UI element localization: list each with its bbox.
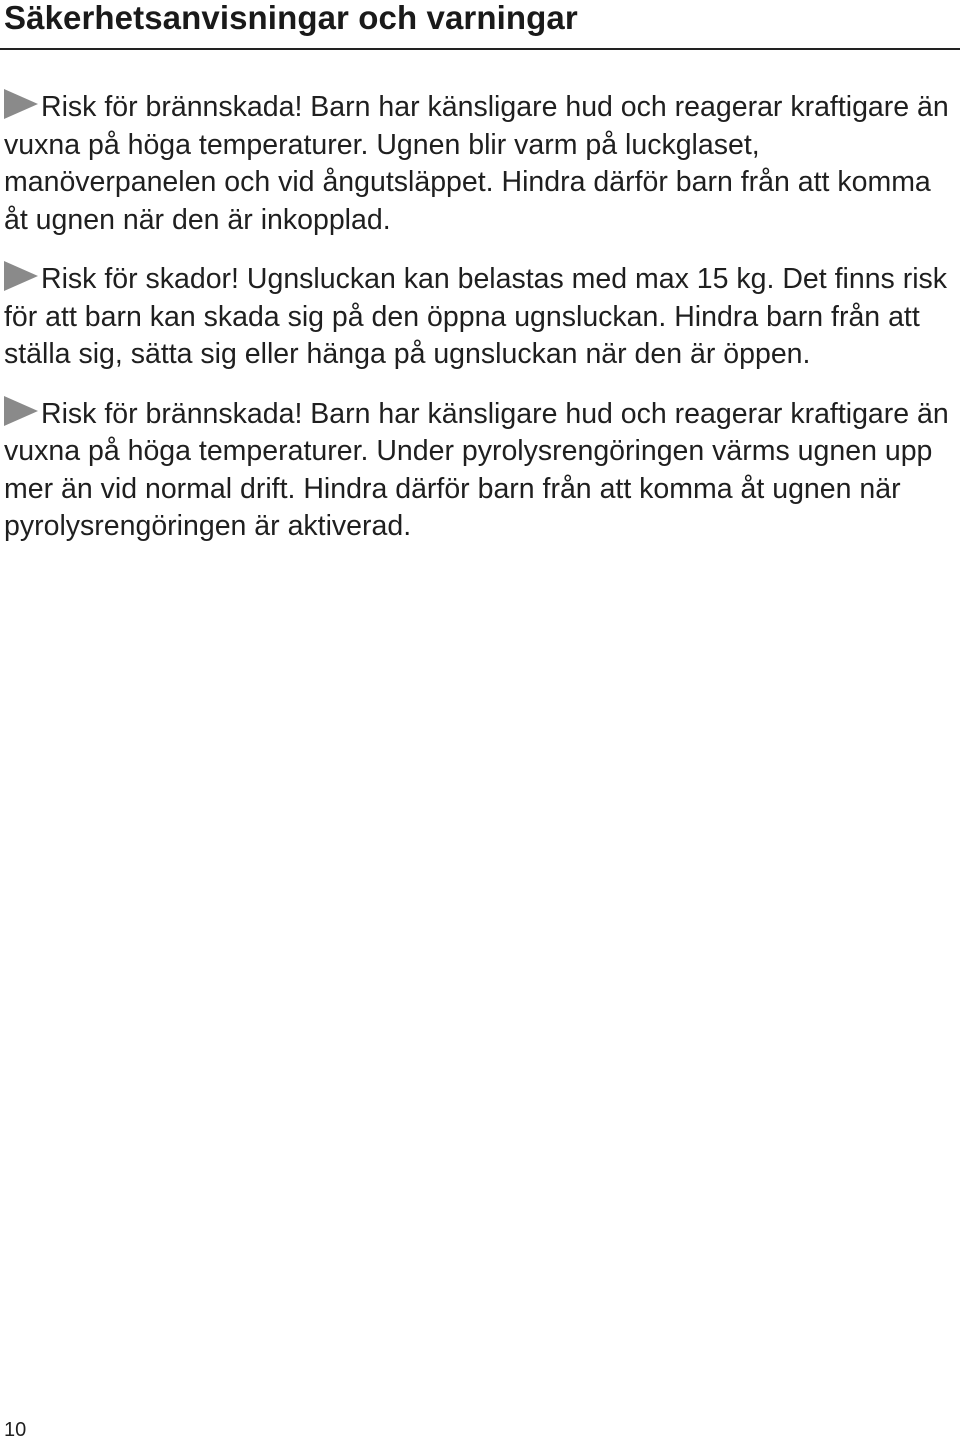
warnings-list	[4, 89, 952, 568]
warning-arrow-icon	[4, 89, 38, 119]
warning-text: Risk för brännskada! Barn har känsligare hud och reagerar kraftigare än vuxna på höga temperaturer. Under pyrolysrengöringen värms ugnen upp mer än vid normal drift. Hindra därför barn från att komma åt ugnen när pyrolysrengöringen är aktiverad.	[4, 397, 949, 542]
title-divider	[0, 48, 960, 50]
warning-item	[4, 261, 952, 374]
page-number: 10	[4, 1419, 27, 1441]
warning-arrow-icon	[4, 261, 38, 291]
warning-text: Risk för skador! Ugnsluckan kan belastas med max 15 kg. Det finns risk för att barn kan skada sig på den öppna ugnsluckan. Hindra barn från att ställa sig, sätta sig eller hänga på ugnsluckan när den är öppen.	[4, 263, 948, 370]
warning-text: Risk för brännskada! Barn har känsligare hud och reagerar kraftigare än vuxna på höga temperaturer. Ugnen blir varm på luckglaset, manöverpanelen och vid ångutsläppet. Hindra därför barn från att komma åt ugnen när den är inkopplad.	[4, 91, 949, 236]
warning-arrow-icon	[4, 396, 38, 426]
warning-item	[4, 89, 952, 239]
warning-item	[4, 396, 952, 546]
page-title: Säkerhetsanvisningar och varningar	[4, 0, 578, 36]
